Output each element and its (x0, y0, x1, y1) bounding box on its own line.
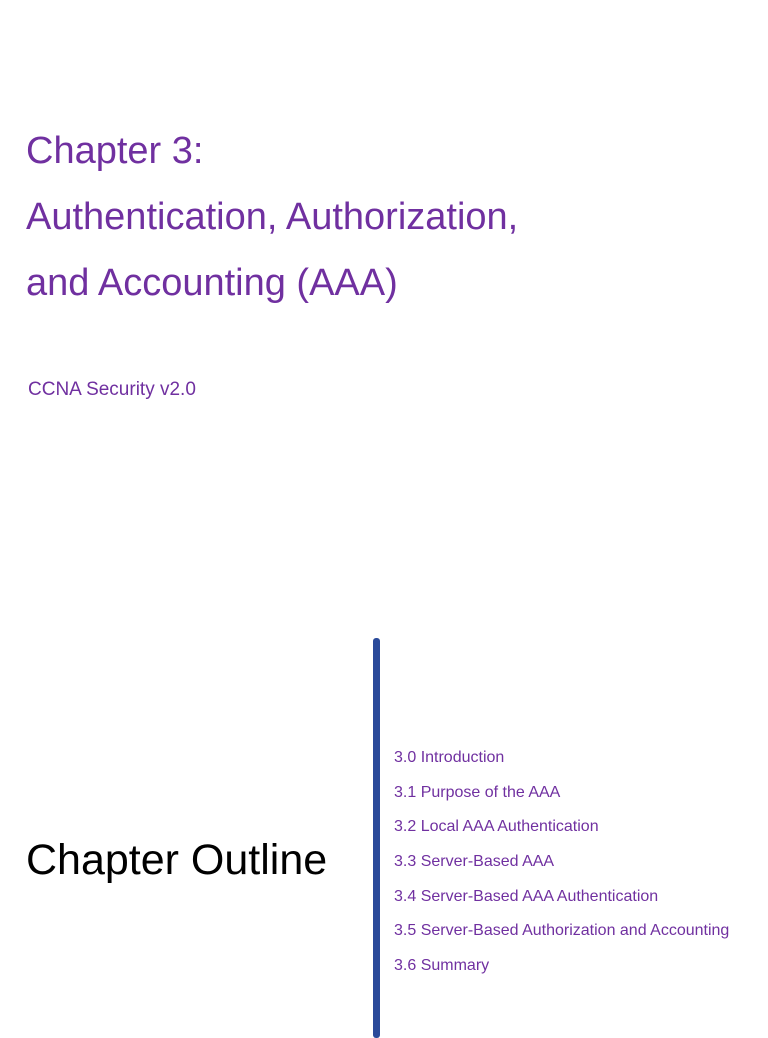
chapter-title-line-3: and Accounting (AAA) (26, 262, 398, 304)
outline-item-3-3: 3.3 Server-Based AAA (394, 853, 555, 871)
chapter-title (26, 118, 518, 316)
outline-list (394, 747, 729, 990)
chapter-title-line-1: Chapter 3: (26, 130, 204, 172)
outline-item-3-5: 3.5 Server-Based Authorization and Accounting (394, 922, 730, 940)
course-subtitle: CCNA Security v2.0 (28, 379, 196, 400)
chapter-title-line-2: Authentication, Authorization, (26, 196, 519, 238)
outline-item-3-4: 3.4 Server-Based AAA Authentication (394, 887, 659, 905)
outline-item-3-2: 3.2 Local AAA Authentication (394, 818, 599, 836)
outline-item-3-6: 3.6 Summary (394, 957, 490, 975)
vertical-divider (373, 638, 380, 1038)
outline-item-3-0: 3.0 Introduction (394, 749, 505, 766)
outline-heading: Chapter Outline (26, 836, 328, 884)
outline-item-3-1: 3.1 Purpose of the AAA (394, 783, 561, 801)
